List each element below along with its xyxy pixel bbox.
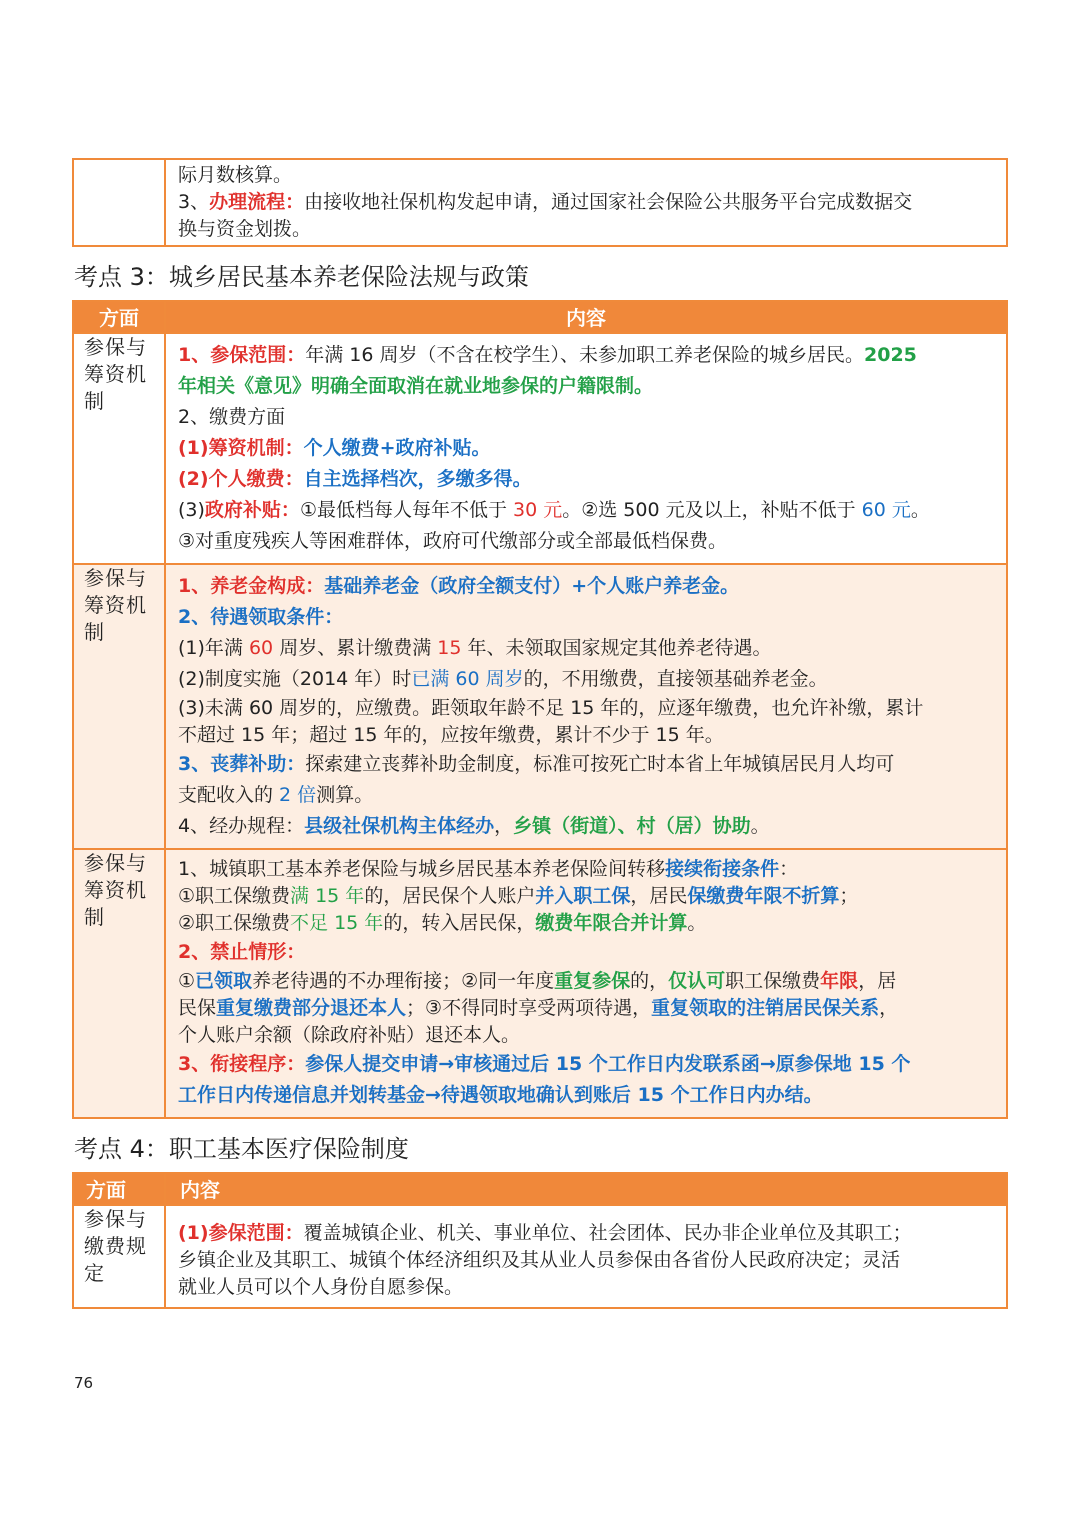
text-line: 乡镇企业及其职工、城镇个体经济组织及其从业人员参保由各省份人民政府决定；灵活: [178, 1249, 901, 1271]
highlight: 接续衔接条件: [665, 858, 780, 880]
text-line: [178, 883, 998, 910]
text-line: [178, 464, 998, 495]
text-line: [178, 340, 998, 371]
table-row: [73, 333, 1007, 564]
highlight: 并入职工保: [535, 885, 631, 907]
text: 的，转入居民保，: [383, 912, 536, 934]
highlight: 重复缴费部分退还本人: [216, 997, 407, 1019]
page-number: 76: [74, 1374, 94, 1392]
text-line: 不超过 15 年；超过 15 年的，应按年缴费，累计不少于 15 年。: [178, 724, 724, 746]
highlight: 缴费年限合并计算: [535, 912, 688, 934]
text: 支配收入的: [178, 784, 280, 806]
item-number: (3): [178, 499, 205, 521]
highlight: 满 15 年: [290, 885, 365, 907]
label: 1、养老金构成：: [178, 575, 325, 597]
aspect-cell: 参保与缴费规定: [73, 1205, 165, 1308]
text: 4、经办规程：: [178, 815, 305, 837]
text-line: ③对重度残疾人等困难群体，政府可代缴部分或全部最低档保费。: [178, 530, 728, 552]
text: 参保人提交申请→审核通过后 15 个工作日内发联系函→原参保地 15 个: [305, 1053, 911, 1075]
content-cell: [165, 1205, 1007, 1308]
text-line: 工作日内传递信息并划转基金→待遇领取地确认到账后 15 个工作日内办结。: [178, 1084, 823, 1106]
header-aspect: 方面: [73, 301, 165, 333]
text: ②职工保缴费: [178, 912, 291, 934]
text: 。: [750, 815, 770, 837]
text: ：: [779, 858, 799, 880]
process-text: 由接收地社保机构发起申请，通过国家社会保险公共服务平台完成数据交: [304, 191, 913, 213]
text: 自主选择档次，多缴多得。: [303, 468, 532, 490]
text: 年满 16 周岁（不含在校学生）、未参加职工养老保险的城乡居民。: [305, 344, 864, 366]
text-line: [178, 910, 998, 937]
text-line: 个人账户余额（除政府补贴）退还本人。: [178, 1024, 521, 1046]
highlight: 保缴费年限不折算: [687, 885, 840, 907]
text: 探索建立丧葬补助金制度，标准可按死亡时本省上年城镇居民月人均可: [305, 753, 895, 775]
section4-title: 考点 4：职工基本医疗保险制度: [74, 1135, 409, 1163]
process-line: [178, 189, 998, 216]
header-content: 内容: [165, 301, 1007, 333]
text-line: 年相关《意见》明确全面取消在就业地参保的户籍限制。: [178, 375, 654, 397]
table-row: [73, 849, 1007, 1118]
text: 职工保缴费: [725, 970, 821, 992]
text: ①职工保缴费: [178, 885, 291, 907]
text-line: [178, 1220, 998, 1247]
page-content: [72, 158, 1008, 1309]
aspect-cell: 参保与筹资机制: [73, 333, 165, 564]
continuation-content: [165, 159, 1007, 246]
text: 测算。: [316, 784, 374, 806]
text: 年、未领取国家规定其他养老待遇。: [461, 637, 772, 659]
text-line: 2、待遇领取条件：: [178, 606, 344, 628]
highlight: 重复领取的注销居民保关系: [651, 997, 880, 1019]
table-row: [73, 1205, 1007, 1308]
label: 3、丧葬补助：: [178, 753, 306, 775]
text-line: [178, 780, 998, 811]
text-line: [178, 495, 998, 526]
value: 30 元: [513, 499, 563, 521]
content-cell: [165, 333, 1007, 564]
highlight: 已满 60 周岁: [411, 668, 524, 690]
text: 。②选 500 元及以上，补贴不低于: [562, 499, 856, 521]
highlight: 仅认可: [668, 970, 726, 992]
highlight: 年限: [820, 970, 859, 992]
text: ，: [494, 815, 514, 837]
text: ①最低档每人每年不低于: [299, 499, 514, 521]
text: ；③不得同时享受两项待遇，: [406, 997, 652, 1019]
value: 60: [248, 637, 274, 659]
text: (2)制度实施（2014 年）时: [178, 668, 412, 690]
aspect-cell: 参保与筹资机制: [73, 849, 165, 1118]
text-line: 就业人员可以个人身份自愿参保。: [178, 1276, 464, 1298]
text: 的，不用缴费，直接领基础养老金。: [523, 668, 828, 690]
text-line: 2、缴费方面: [178, 406, 286, 428]
label: (1)参保范围：: [178, 1222, 304, 1244]
label: 政府补贴：: [204, 499, 300, 521]
label: 1、参保范围：: [178, 344, 306, 366]
empty-aspect-cell: [73, 159, 165, 246]
highlight: 2025: [864, 344, 917, 366]
highlight: 已领取: [195, 970, 253, 992]
text: 周岁、累计缴费满: [273, 637, 438, 659]
label: (1)筹资机制：: [178, 437, 304, 459]
text: 。: [910, 499, 930, 521]
text-line: [178, 633, 998, 664]
text-line: 2、禁止情形：: [178, 941, 306, 963]
value: 60 元: [855, 499, 911, 521]
text-line: [178, 968, 998, 995]
text-line: [178, 664, 998, 695]
label: 3、衔接程序：: [178, 1053, 306, 1075]
text: ，: [879, 997, 899, 1019]
text-line: [178, 433, 998, 464]
highlight: 乡镇（街道）、村（居）协助: [513, 815, 751, 837]
text-line: 际月数核算。: [178, 164, 293, 186]
text: 的，: [630, 970, 669, 992]
section4-table: [72, 1172, 1008, 1309]
text: 。: [687, 912, 707, 934]
item-number: 3、: [178, 191, 210, 213]
text: ①: [178, 970, 196, 992]
header-aspect: 方面: [73, 1173, 165, 1205]
text-line: [178, 1049, 998, 1080]
text: 1、城镇职工基本养老保险与城乡居民基本养老保险间转移: [178, 858, 666, 880]
header-content: 内容: [165, 1173, 1007, 1205]
text-line: 换与资金划拨。: [178, 218, 312, 240]
text-line: [178, 749, 998, 780]
value: 2 倍: [279, 784, 317, 806]
highlight: 重复参保: [554, 970, 631, 992]
text-line: (3)未满 60 周岁的，应缴费。距领取年龄不足 15 年的，应逐年缴费，也允许补缴，累计: [178, 697, 924, 719]
text: (1)年满: [178, 637, 249, 659]
content-cell: [165, 564, 1007, 849]
content-cell: [165, 849, 1007, 1118]
section3-title: 考点 3：城乡居民基本养老保险法规与政策: [74, 263, 529, 291]
value: 15: [437, 637, 462, 659]
continuation-table: [72, 158, 1008, 247]
text: 养老待遇的不办理衔接；②同一年度: [252, 970, 555, 992]
text: 的，居民保个人账户: [364, 885, 536, 907]
text-line: [178, 856, 998, 883]
section3-table: [72, 300, 1008, 1119]
text-line: [178, 571, 998, 602]
text: 民保: [178, 997, 217, 1019]
highlight: 不足 15 年: [290, 912, 384, 934]
text: 个人缴费+政府补贴。: [303, 437, 491, 459]
process-label: 办理流程：: [209, 191, 305, 213]
aspect-cell: 参保与筹资机制: [73, 564, 165, 849]
highlight: 县级社保机构主体经办: [304, 815, 495, 837]
text: ；: [839, 885, 859, 907]
text-line: [178, 995, 998, 1022]
text-line: [178, 811, 998, 842]
text: ，居: [858, 970, 897, 992]
text: ，居民: [630, 885, 688, 907]
text: 基础养老金（政府全额支付）+个人账户养老金。: [324, 575, 740, 597]
table-row: [73, 564, 1007, 849]
text: 覆盖城镇企业、机关、事业单位、社会团体、民办非企业单位及其职工；: [303, 1222, 912, 1244]
label: (2)个人缴费：: [178, 468, 304, 490]
